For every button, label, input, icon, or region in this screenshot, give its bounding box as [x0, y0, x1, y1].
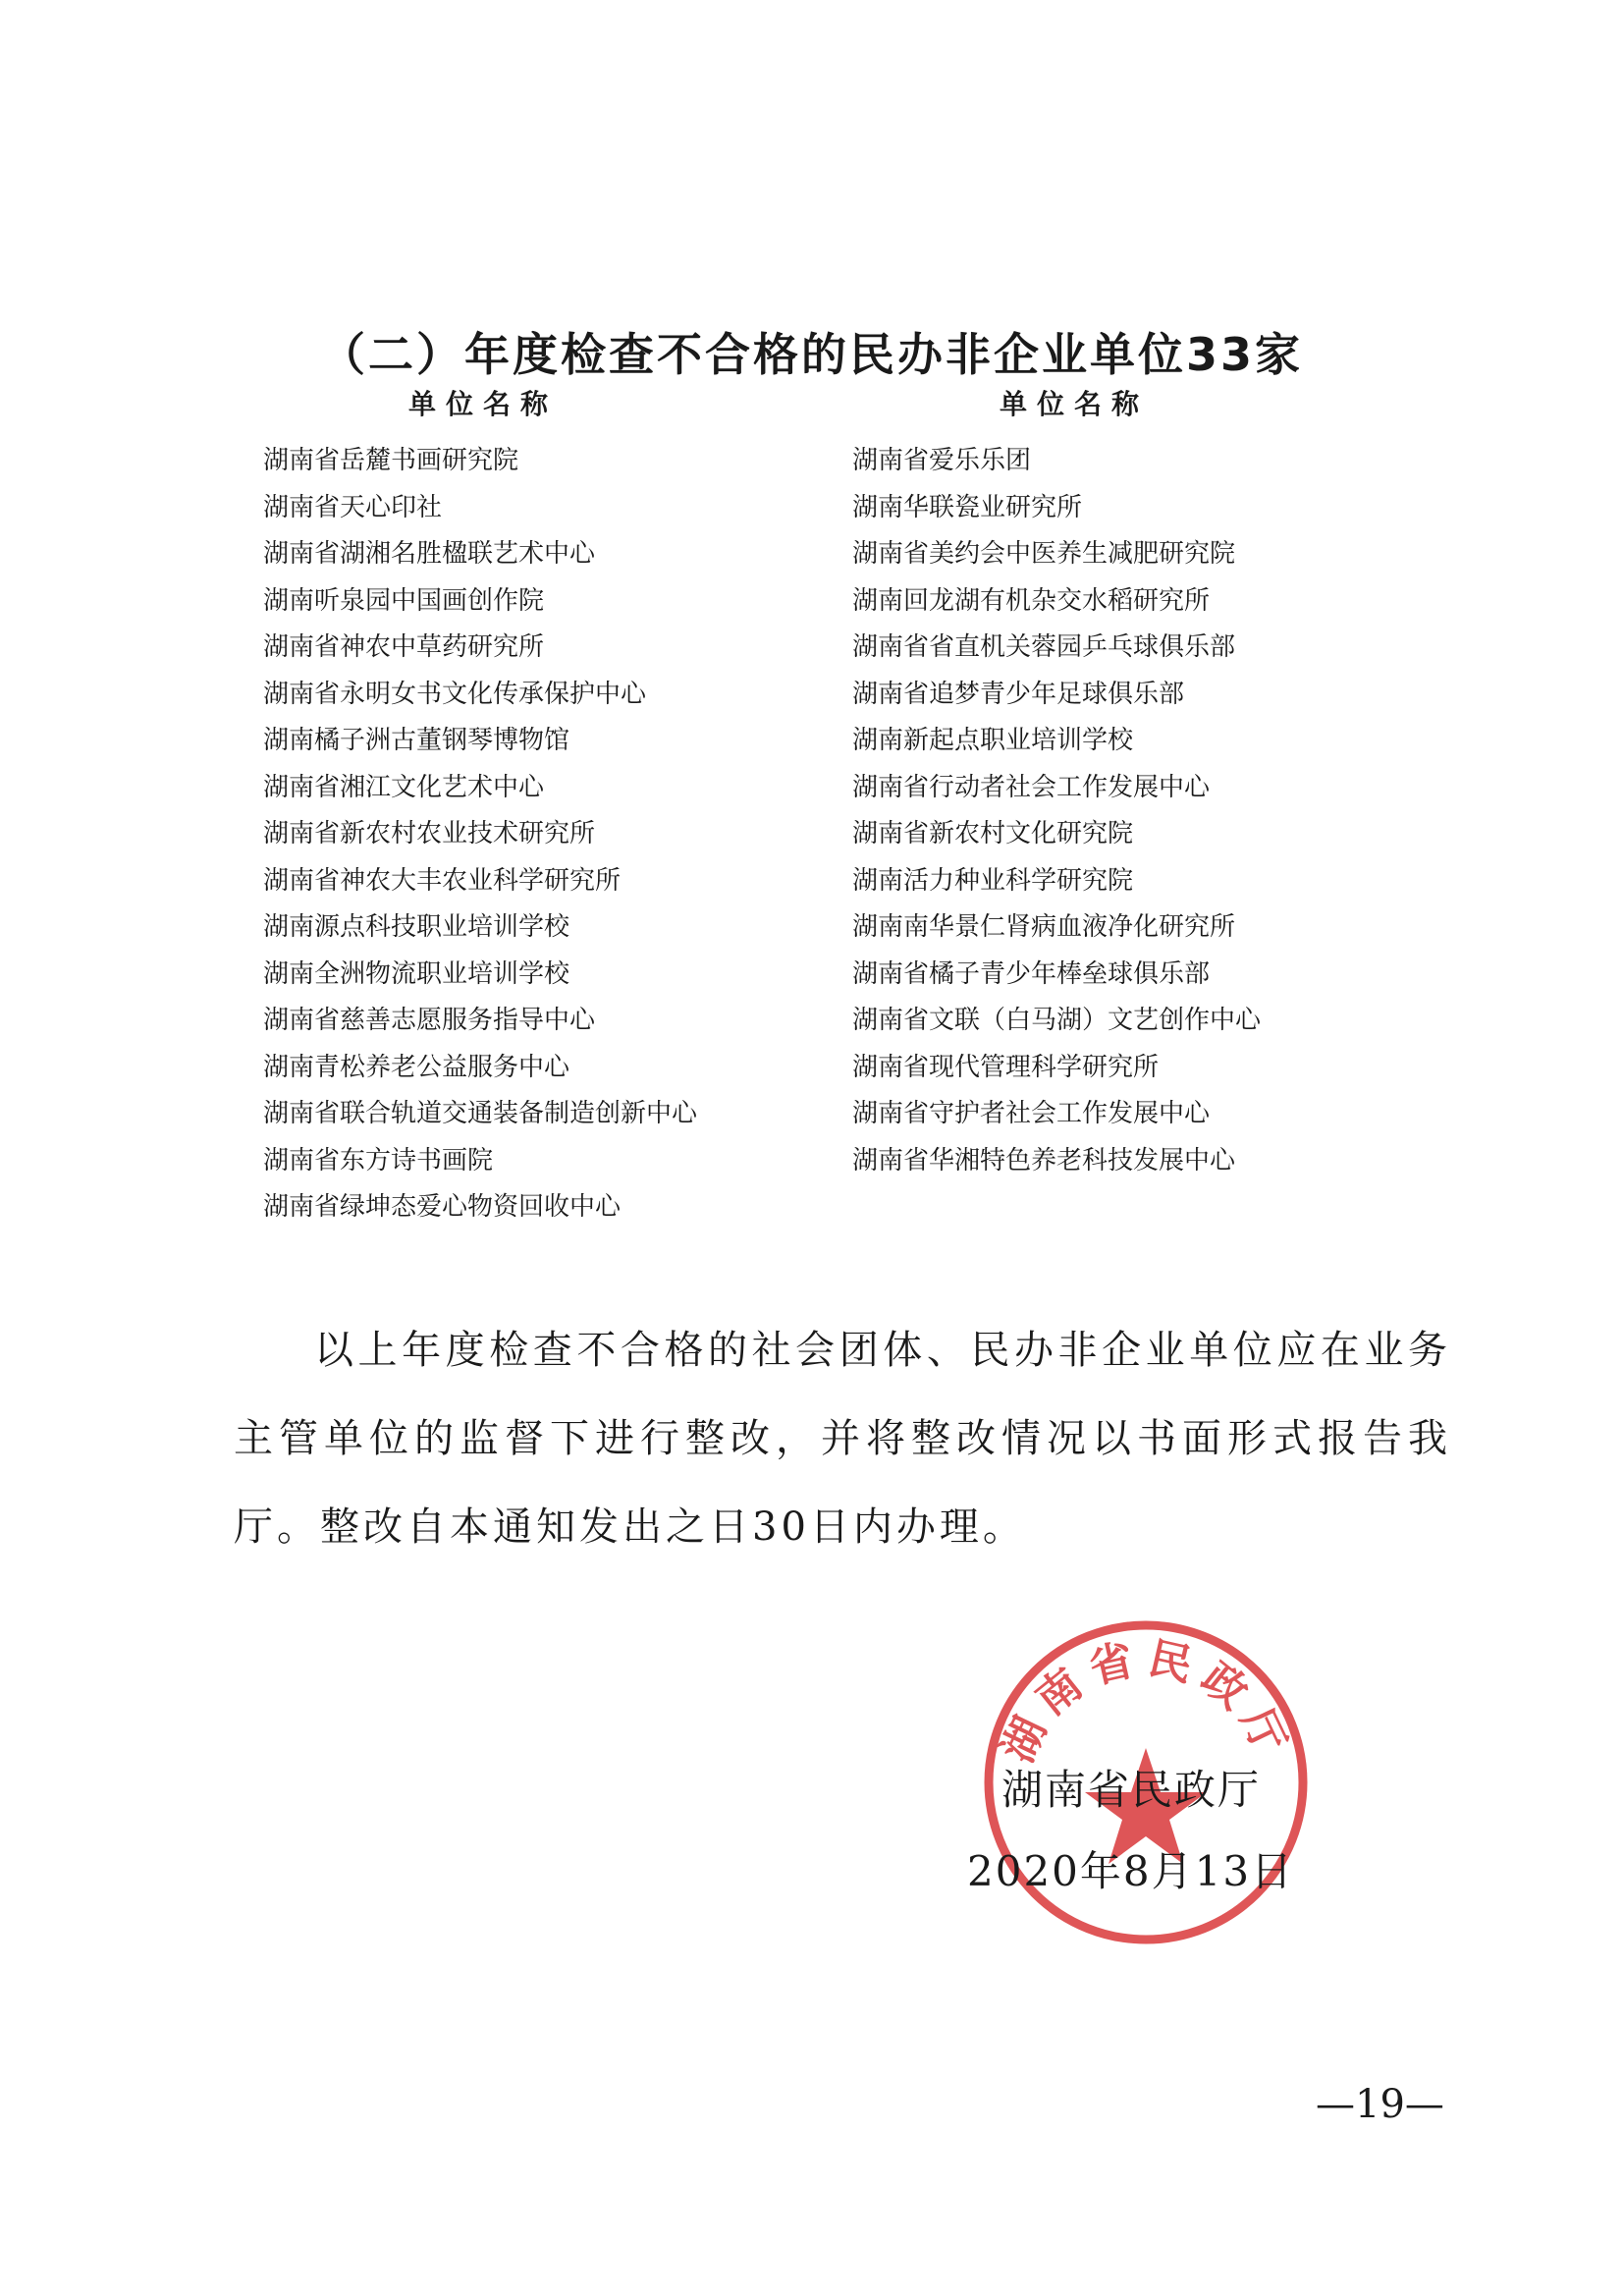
unit-item: 湖南省神农大丰农业科学研究所: [263, 865, 622, 896]
unit-item: 湖南省现代管理科学研究所: [852, 1052, 1160, 1082]
unit-item: 湖南省新农村农业技术研究所: [263, 819, 596, 848]
unit-item: 湖南南华景仁肾病血液净化研究所: [852, 912, 1236, 942]
unit-item: 湖南省永明女书文化传承保护中心: [263, 679, 647, 709]
unit-item: 湖南省追梦青少年足球俱乐部: [852, 679, 1185, 709]
unit-item: 湖南省湘江文化艺术中心: [263, 772, 545, 802]
signature-date: 2020年8月13日: [967, 1847, 1295, 1895]
unit-item: 湖南青松养老公益服务中心: [263, 1052, 570, 1082]
unit-item: 湖南省美约会中医养生减肥研究院: [852, 539, 1236, 569]
unit-item: 湖南活力种业科学研究院: [852, 865, 1134, 896]
unit-item: 湖南源点科技职业培训学校: [263, 912, 570, 942]
left-column: [263, 385, 697, 1231]
unit-item: 湖南省新农村文化研究院: [852, 819, 1134, 848]
left-column-header: 单位名称: [408, 388, 559, 420]
unit-item: 湖南省行动者社会工作发展中心: [852, 772, 1211, 802]
unit-item: 湖南新起点职业培训学校: [852, 726, 1134, 755]
unit-item: 湖南省岳麓书画研究院: [263, 446, 519, 475]
body-paragraph: 以上年度检查不合格的社会团体、民办非企业单位应在业务主管单位的监督下进行整改，并将整改情况以书面形式报告我厅。整改自本通知发出之日30日内办理。: [234, 1328, 1451, 1550]
unit-item: 湖南橘子洲古董钢琴博物馆: [263, 726, 570, 755]
unit-item: 湖南全洲物流职业培训学校: [263, 958, 570, 989]
svg-text:湖南省民政厅: 湖南省民政厅: [992, 1633, 1300, 1771]
unit-item: 湖南省天心印社: [263, 492, 443, 522]
unit-item: 湖南省绿坤态爱心物资回收中心: [263, 1192, 622, 1222]
unit-item: 湖南省联合轨道交通装备制造创新中心: [263, 1099, 698, 1128]
unit-item: 湖南省爱乐乐团: [852, 446, 1032, 475]
page-number: —19—: [1316, 2082, 1444, 2127]
right-column: [852, 385, 1261, 1184]
section-title: （二）年度检查不合格的民办非企业单位33家: [319, 328, 1303, 381]
right-column-header: 单位名称: [1000, 388, 1150, 420]
unit-item: 湖南省华湘特色养老科技发展中心: [852, 1145, 1236, 1175]
unit-item: 湖南省湖湘名胜楹联艺术中心: [263, 539, 596, 569]
unit-item: 湖南省守护者社会工作发展中心: [852, 1099, 1211, 1128]
unit-item: 湖南省神农中草药研究所: [263, 632, 545, 662]
unit-item: 湖南听泉园中国画创作院: [263, 585, 545, 616]
unit-item: 湖南省省直机关蓉园乒乓球俱乐部: [852, 632, 1236, 662]
unit-item: 湖南华联瓷业研究所: [852, 492, 1083, 522]
left-unit-list: [263, 438, 697, 1231]
unit-item: 湖南省慈善志愿服务指导中心: [263, 1006, 596, 1035]
unit-item: 湖南省东方诗书画院: [263, 1145, 494, 1175]
unit-item: 湖南省文联（白马湖）文艺创作中心: [852, 1006, 1262, 1035]
unit-item: 湖南省橘子青少年棒垒球俱乐部: [852, 958, 1211, 989]
signature-organization: 湖南省民政厅: [1001, 1766, 1262, 1814]
unit-item: 湖南回龙湖有机杂交水稻研究所: [852, 585, 1211, 616]
right-unit-list: [852, 438, 1261, 1184]
